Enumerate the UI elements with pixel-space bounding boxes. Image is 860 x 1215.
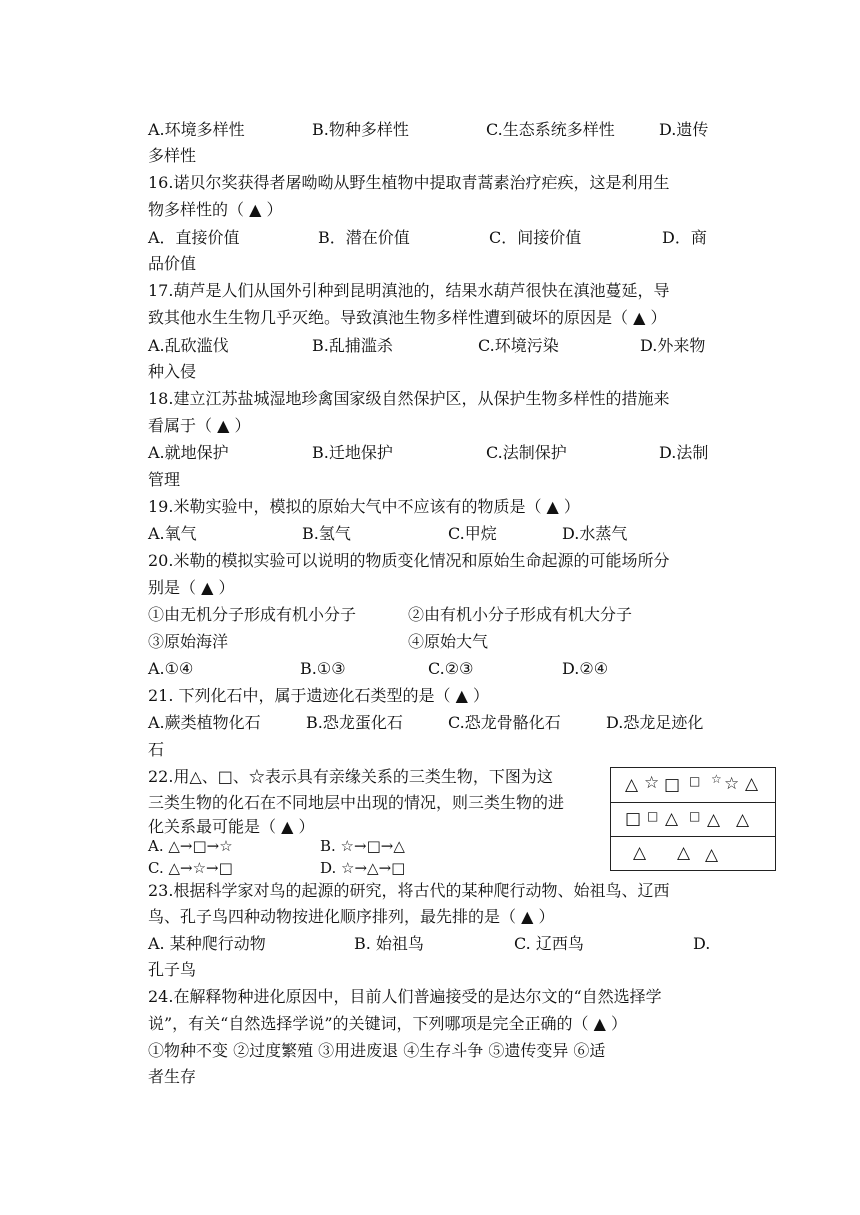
- star-icon: ☆: [724, 774, 740, 794]
- q17-option-b: B.乱捕滥杀: [312, 336, 393, 355]
- q15-option-b: B.物种多样性: [312, 120, 409, 139]
- q23-stem-line1: 23.根据科学家对鸟的起源的研究，将古代的某种爬行动物、始祖鸟、辽西: [148, 881, 670, 900]
- q17-option-d: D.外来物: [640, 336, 706, 355]
- square-icon: □: [689, 809, 701, 823]
- q19-option-c: C.甲烷: [448, 524, 497, 543]
- q23-option-c: C. 辽西鸟: [514, 934, 584, 953]
- q20-item-3: ③原始海洋: [148, 632, 229, 651]
- q18-stem-line2: 看属于（ ▲ ）: [148, 416, 251, 435]
- q22-stem-line2: 三类生物的化石在不同地层中出现的情况，则三类生物的进: [148, 793, 565, 812]
- square-icon: □: [647, 809, 659, 823]
- q16-option-c: C．间接价值: [489, 228, 582, 247]
- triangle-icon: △: [633, 843, 647, 863]
- q21-option-b: B.恐龙蛋化石: [306, 713, 403, 732]
- q22-stem-line1: 22.用△、□、☆表示具有亲缘关系的三类生物，下图为这: [148, 767, 553, 786]
- square-icon: □: [664, 775, 681, 795]
- q20-stem-line2: 别是（ ▲ ）: [148, 578, 235, 597]
- triangle-icon: △: [677, 843, 691, 863]
- q21-stem-line1: 21. 下列化石中，属于遗迹化石类型的是（ ▲ ）: [148, 686, 490, 705]
- q18-option-b: B.迁地保护: [312, 443, 393, 462]
- fossil-strata-figure: [610, 767, 776, 871]
- q17-stem-line2: 致其他水生生物几乎灭绝。导致滇池生物多样性遭到破坏的原因是（ ▲ ）: [148, 308, 667, 327]
- stratum-layer-middle: [611, 802, 775, 837]
- q16-option-b: B．潜在价值: [318, 228, 410, 247]
- square-icon: □: [689, 774, 701, 788]
- q18-option-wrap: 管理: [148, 470, 181, 489]
- q17-stem-line1: 17.葫芦是人们从国外引种到昆明滇池的，结果水葫芦很快在滇池蔓延，导: [148, 281, 670, 300]
- q20-item-1: ①由无机分子形成有机小分子: [148, 605, 357, 624]
- q24-stem-line2: 说”，有关“自然选择学说”的关键词，下列哪项是完全正确的（ ▲ ）: [148, 1014, 628, 1033]
- q23-option-wrap: 孔子鸟: [148, 960, 197, 979]
- triangle-icon: △: [705, 845, 719, 865]
- q22-option-c: C. △→☆→□: [148, 859, 233, 877]
- q16-stem-line1: 16.诺贝尔奖获得者屠呦呦从野生植物中提取青蒿素治疗疟疾，这是利用生: [148, 173, 670, 192]
- q19-stem-line1: 19.米勒实验中，模拟的原始大气中不应该有的物质是（ ▲ ）: [148, 497, 580, 516]
- q19-option-b: B.氢气: [302, 524, 351, 543]
- q16-option-wrap: 品价值: [148, 254, 197, 273]
- q20-item-2: ②由有机小分子形成有机大分子: [408, 605, 633, 624]
- q22-option-a: A. △→□→☆: [148, 837, 233, 855]
- q23-option-a: A. 某种爬行动物: [148, 934, 266, 953]
- q20-option-a: A.①④: [148, 659, 194, 678]
- stratum-layer-bottom: [611, 836, 775, 871]
- stratum-layer-top: [611, 768, 775, 802]
- q22-stem-line3: 化关系最可能是（ ▲ ）: [148, 817, 315, 836]
- q15-option-a: A.环境多样性: [148, 120, 245, 139]
- square-icon: □: [625, 809, 642, 829]
- q18-option-d: D.法制: [659, 443, 709, 462]
- q22-option-d: D. ☆→△→□: [320, 859, 406, 877]
- q23-option-d: D.: [693, 934, 711, 953]
- q22-option-b: B. ☆→□→△: [320, 837, 405, 855]
- q23-stem-line2: 鸟、孔子鸟四种动物按进化顺序排列，最先排的是（ ▲ ）: [148, 907, 555, 926]
- q20-option-b: B.①③: [300, 659, 346, 678]
- triangle-icon: △: [707, 810, 721, 830]
- q21-option-wrap: 石: [148, 740, 165, 759]
- q18-stem-line1: 18.建立江苏盐城湿地珍禽国家级自然保护区，从保护生物多样性的措施来: [148, 389, 670, 408]
- q20-option-d: D.②④: [562, 659, 609, 678]
- triangle-icon: △: [665, 809, 679, 829]
- star-icon: ☆: [644, 773, 660, 793]
- q15-option-c: C.生态系统多样性: [486, 120, 615, 139]
- q19-option-a: A.氧气: [148, 524, 197, 543]
- q24-stem-line3: ①物种不变 ②过度繁殖 ③用进废退 ④生存斗争 ⑤遗传变异 ⑥适: [148, 1041, 606, 1060]
- q16-stem-line2: 物多样性的（ ▲ ）: [148, 200, 283, 219]
- q17-option-c: C.环境污染: [478, 336, 559, 355]
- star-icon: ☆: [711, 772, 722, 786]
- q21-option-c: C.恐龙骨骼化石: [448, 713, 561, 732]
- q23-option-b: B. 始祖鸟: [354, 934, 424, 953]
- q20-item-4: ④原始大气: [408, 632, 489, 651]
- q24-option-wrap: 者生存: [148, 1067, 197, 1086]
- q17-option-wrap: 种入侵: [148, 362, 197, 381]
- q17-option-a: A.乱砍滥伐: [148, 336, 229, 355]
- triangle-icon: △: [625, 775, 639, 795]
- q15-option-d: D.遗传: [659, 120, 709, 139]
- q24-stem-line1: 24.在解释物种进化原因中，目前人们普遍接受的是达尔文的“自然选择学: [148, 987, 662, 1006]
- q18-option-c: C.法制保护: [486, 443, 567, 462]
- q20-stem-line1: 20.米勒的模拟实验可以说明的物质变化情况和原始生命起源的可能场所分: [148, 551, 670, 570]
- q19-option-d: D.水蒸气: [562, 524, 628, 543]
- q15-option-wrap: 多样性: [148, 146, 197, 165]
- triangle-icon: △: [736, 810, 750, 830]
- q16-option-d: D．商: [662, 228, 707, 247]
- q20-option-c: C.②③: [428, 659, 474, 678]
- q18-option-a: A.就地保护: [148, 443, 229, 462]
- triangle-icon: △: [745, 774, 759, 794]
- q21-option-d: D.恐龙足迹化: [606, 713, 704, 732]
- q16-option-a: A．直接价值: [148, 228, 240, 247]
- q21-option-a: A.蕨类植物化石: [148, 713, 261, 732]
